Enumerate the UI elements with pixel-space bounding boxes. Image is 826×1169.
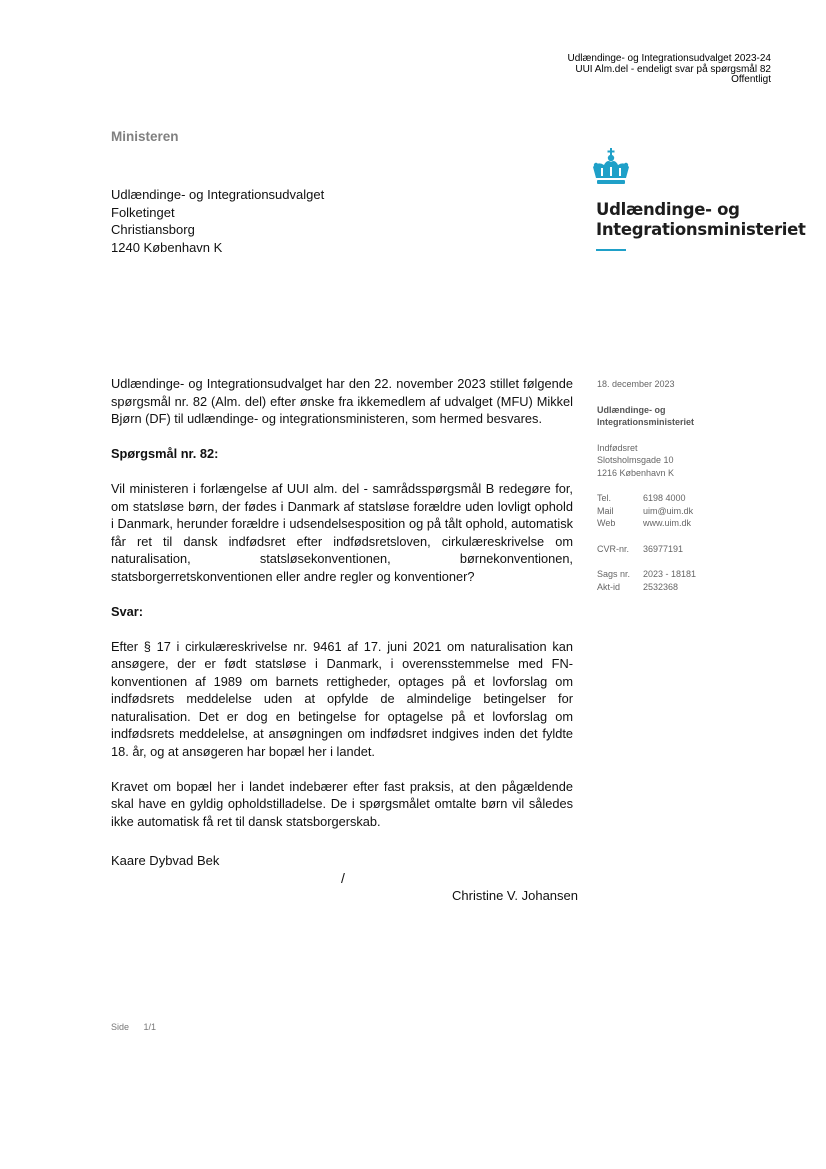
phone-value: 6198 4000	[643, 493, 686, 503]
header-line-reference: UUI Alm.del - endeligt svar på spørgsmål 82	[575, 63, 771, 75]
sender-info-sidebar	[597, 378, 757, 606]
answer-paragraph: Kravet om bopæl her i landet indebærer efter fast praksis, at den pågældende skal have en gyldig opholdstilladelse. De i spørgsmålet omtalte børn vil således ikke automatisk få ret til dansk statsborgerskab.	[111, 778, 573, 829]
header-line-committee: Udlændinge- og Integrationsudvalget 2023-24	[567, 53, 771, 64]
address-line: Udlændinge- og Integrationsudvalget	[111, 187, 325, 202]
page-footer	[111, 1022, 168, 1032]
question-heading: Spørgsmål nr. 82:	[111, 446, 219, 461]
address-line: Folketinget	[111, 204, 175, 220]
signatory-minister: Kaare Dybvad Bek	[111, 853, 220, 868]
signature-separator: /	[341, 870, 345, 886]
letter-body	[111, 375, 573, 848]
header-line-public: Offentligt	[731, 74, 771, 85]
sender-label: Ministeren	[111, 129, 179, 144]
cvr-value: 36977191	[643, 543, 684, 554]
question-paragraph: Vil ministeren i forlængelse af UUI alm. del - samrådsspørgsmål B redegøre for, om statsløse børn, der fødes i Danmark af statsløse forældre uden lovligt ophold i Danmark, herunder forældre i udsendelsesposition og på tålt ophold, automatisk får ret til dansk indfødsret efter indfødsretsloven, cirkulæreskrivelse om naturalisation, statsløsekonventionen, børnekonventionen, statsborgerretskonventionen eller andre regler og konventioner?	[111, 481, 573, 584]
letter-date: 18. december 2023	[597, 379, 675, 389]
department: Indfødsret	[597, 442, 638, 453]
cvr-label: CVR-nr.	[597, 543, 630, 554]
signatory-official: Christine V. Johansen	[452, 888, 578, 903]
logo-line: Udlændinge- og	[596, 200, 740, 219]
page-label: Side	[111, 1022, 130, 1032]
cvr-row	[597, 543, 757, 556]
case-value: 2023 - 18181	[643, 569, 697, 579]
address-line: Christiansborg	[111, 222, 195, 237]
contact-label: Web	[597, 518, 616, 528]
web-value: www.uim.dk	[643, 518, 692, 528]
city: 1216 København K	[597, 467, 675, 478]
case-id-block	[597, 568, 757, 593]
answer-paragraph: Efter § 17 i cirkulæreskrivelse nr. 9461 af 17. juni 2021 om naturalisation kan ansøgere, der er født statsløse i Danmark, i overensstemmelse med FN-konventionen af 1989 om barnets rettigheder, optages på et lovforslag om indfødsrets meddelelse uden at opfylde de almindelige betingelser for naturalisation. Det er dog en betingelse for optagelse på et lovforslag om indfødsrets meddelelse, at ansøgningen om indfødsret indgives inden det fyldte 18. år, og at ansøgeren har bopæl her i landet.	[111, 638, 573, 759]
cvr-block	[597, 543, 757, 556]
intro-paragraph: Udlændinge- og Integrationsudvalget har den 22. november 2023 stillet følgende spørgsmål nr. 82 (Alm. del) efter ønske fra ikkemedlem af udvalget (MFU) Mikkel Bjørn (DF) til udlændinge- og integrationsministeren, som hermed besvares.	[111, 376, 573, 426]
answer-heading: Svar:	[111, 603, 144, 619]
contact-block	[597, 492, 757, 530]
org-line: Udlændinge- og	[597, 404, 666, 415]
email-value: uim@uim.dk	[643, 505, 694, 516]
sidebar-org	[597, 404, 757, 429]
crown-icon	[590, 148, 632, 188]
contact-label: Mail	[597, 505, 614, 516]
recipient-address	[111, 186, 324, 256]
contact-row	[597, 505, 757, 518]
act-label: Akt-id	[597, 581, 621, 592]
case-row	[597, 568, 757, 581]
act-value: 2532368	[643, 581, 679, 592]
act-row	[597, 581, 757, 594]
logo-wordmark	[596, 200, 806, 240]
case-label: Sags nr.	[597, 569, 631, 579]
logo-accent-rule	[596, 249, 626, 251]
street: Slotsholmsgade 10	[597, 455, 674, 465]
address-line: 1240 København K	[111, 239, 223, 255]
org-line: Integrationsministeriet	[597, 417, 695, 427]
page-number: 1/1	[143, 1022, 157, 1032]
contact-row	[597, 492, 757, 505]
sidebar-address	[597, 442, 757, 480]
document-header	[568, 54, 771, 86]
logo-line: Integrationsministeriet	[596, 220, 806, 239]
contact-row	[597, 517, 757, 530]
contact-label: Tel.	[597, 493, 612, 503]
